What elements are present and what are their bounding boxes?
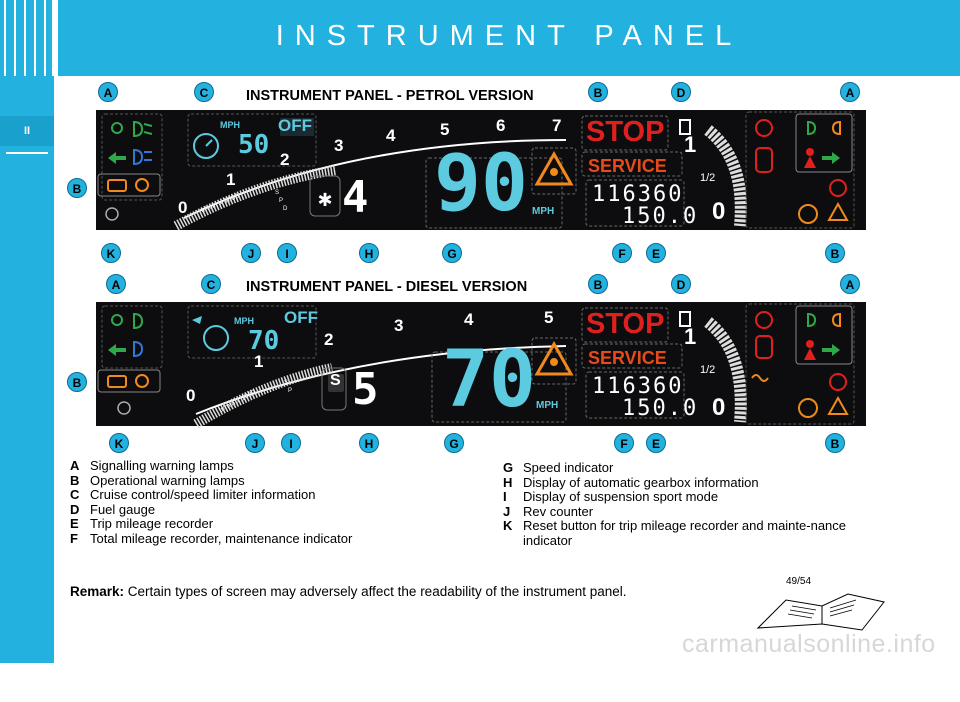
- header-stripes: [0, 0, 58, 76]
- legend-item: D Fuel gauge: [70, 501, 156, 517]
- petrol-instrument-panel: [96, 110, 866, 230]
- page-number: 48: [20, 688, 34, 702]
- rev-tick-1: 1: [226, 170, 236, 189]
- rev-tick-5: 5: [544, 308, 554, 327]
- legend-right: [503, 461, 889, 548]
- abs-icon: [799, 205, 817, 223]
- dipped-beam-icon: [134, 122, 152, 136]
- seatbelt-icon: [804, 148, 816, 168]
- legend-item: G Speed indicator: [503, 460, 614, 475]
- speed-unit: MPH: [536, 400, 559, 411]
- callout-d: D: [671, 274, 691, 294]
- turn-right-icon: [822, 344, 840, 356]
- brake-warning-icon: [756, 312, 772, 328]
- callout-b: B: [67, 372, 87, 392]
- turn-right-icon: [822, 152, 840, 164]
- cruise-speed: 50: [238, 130, 270, 160]
- callout-c: C: [194, 82, 214, 102]
- callout-g: G: [442, 243, 462, 263]
- callout-a: A: [98, 82, 118, 102]
- rev-unit-label: tr/min x 1000: [200, 192, 241, 215]
- turn-left-icon: [108, 344, 126, 356]
- parking-brake-icon: [829, 398, 847, 414]
- callout-i: I: [281, 433, 301, 453]
- reset-button: [106, 208, 118, 220]
- callout-e: E: [646, 433, 666, 453]
- fuel-full-label: 1: [684, 324, 697, 349]
- rear-fog-icon: [833, 314, 840, 326]
- legend-item: C Cruise control/speed limiter information: [70, 487, 316, 502]
- rev-tick-5: 5: [440, 120, 450, 139]
- remark-note: [70, 584, 627, 599]
- speed-unit: MPH: [532, 206, 555, 217]
- header-band: [58, 0, 960, 76]
- watermark: carmanualsonline.info: [682, 630, 936, 658]
- trip-display: 150.0: [622, 396, 699, 421]
- rev-tick-0: 0: [186, 386, 196, 405]
- sport-mode-display: S: [330, 372, 341, 389]
- rear-fog-icon: [833, 122, 840, 134]
- cruise-state: OFF: [278, 116, 312, 135]
- rev-tick-1: 1: [254, 352, 264, 371]
- chapter-sidebar: [0, 76, 54, 702]
- legend-item: I Display of suspension sport mode: [503, 489, 719, 504]
- rev-tick-6: 6: [496, 116, 506, 135]
- abs-icon: [799, 399, 817, 417]
- callout-k: K: [101, 243, 121, 263]
- rev-tick-0: 0: [178, 198, 188, 217]
- cruise-unit: MPH: [234, 316, 254, 326]
- legend-item: B Operational warning lamps: [70, 472, 245, 488]
- page-reference: 49/54: [786, 576, 812, 587]
- service-indicator: SERVICE: [588, 348, 667, 368]
- sidelamp-icon: [112, 315, 122, 325]
- speed-display: 70: [442, 335, 536, 425]
- main-beam-icon: [134, 342, 142, 356]
- engine-warning-icon: [108, 180, 126, 191]
- callout-b: B: [588, 274, 608, 294]
- sidelamp-icon: [112, 123, 122, 133]
- cruise-speed: 70: [248, 326, 280, 356]
- legend-item: A Signalling warning lamps: [70, 458, 234, 473]
- diesel-section-title: INSTRUMENT PANEL - DIESEL VERSION: [246, 279, 528, 295]
- turn-left-icon: [108, 152, 126, 164]
- rev-tick-3: 3: [334, 136, 344, 155]
- petrol-section-title: INSTRUMENT PANEL - PETROL VERSION: [246, 88, 534, 104]
- legend-left: [70, 459, 490, 546]
- legend-item: F Total mileage recorder, maintenance indicator: [70, 530, 353, 546]
- fuel-empty-label: 0: [712, 394, 726, 421]
- brake-warning-icon: [756, 120, 772, 136]
- callout-i: I: [277, 243, 297, 263]
- chapter-tab: II: [0, 116, 54, 146]
- preheating-icon: [752, 375, 768, 381]
- callout-j: J: [241, 243, 261, 263]
- rev-tick-3: 3: [394, 316, 404, 335]
- diesel-instrument-panel: [96, 302, 866, 426]
- legend-item: H Display of automatic gearbox information: [503, 474, 759, 490]
- seatbelt-icon: [804, 340, 816, 360]
- callout-h: H: [359, 243, 379, 263]
- cruise-unit: MPH: [220, 120, 240, 130]
- engine-warning-icon: [108, 376, 126, 387]
- svg-text:✱: ✱: [317, 190, 333, 210]
- stop-warning: STOP: [586, 116, 665, 148]
- reset-button: [118, 402, 130, 414]
- legend-item: J Rev counter: [503, 503, 594, 519]
- remark-text: Certain types of screen may adversely affect the readability of the instrument panel.: [127, 584, 627, 599]
- odometer-display: 116360: [592, 182, 684, 207]
- rev-tick-7: 7: [552, 116, 562, 135]
- remark-label: Remark:: [70, 584, 125, 599]
- anti-pollution-icon: [136, 375, 148, 387]
- door-open-icon: [756, 336, 772, 358]
- tyre-pressure-icon: [830, 180, 846, 196]
- callout-f: F: [614, 433, 634, 453]
- callout-j: J: [245, 433, 265, 453]
- fuel-half-label: 1/2: [700, 364, 716, 376]
- rev-tick-4: 4: [386, 126, 396, 145]
- callout-a: A: [106, 274, 126, 294]
- cruise-state: OFF: [284, 308, 318, 327]
- odometer-display: 116360: [592, 374, 684, 399]
- svg-text:P: P: [279, 198, 284, 204]
- tyre-pressure-icon: [830, 374, 846, 390]
- callout-h: H: [359, 433, 379, 453]
- dipped-beam-icon: [134, 314, 142, 328]
- callout-k: K: [109, 433, 129, 453]
- rev-tick-2: 2: [280, 150, 290, 169]
- service-indicator: SERVICE: [588, 156, 667, 176]
- chapter-divider: [6, 152, 48, 154]
- callout-a: A: [840, 82, 860, 102]
- svg-text:S: S: [275, 190, 280, 196]
- main-beam-icon: [134, 150, 152, 164]
- callout-f: F: [612, 243, 632, 263]
- callout-b: B: [588, 82, 608, 102]
- fuel-half-label: 1/2: [700, 172, 716, 184]
- legend-item: K Reset button for trip mileage recorder and mainte-nance indicator: [503, 518, 847, 548]
- callout-g: G: [444, 433, 464, 453]
- front-fog-icon: [808, 122, 815, 134]
- callout-d: D: [671, 82, 691, 102]
- callout-b: B: [825, 433, 845, 453]
- page-title: INSTRUMENT PANEL: [275, 20, 743, 52]
- trip-display: 150.0: [622, 204, 699, 229]
- open-book-icon: [752, 588, 892, 634]
- speed-display: 90: [434, 139, 528, 229]
- callout-b: B: [825, 243, 845, 263]
- fuel-full-label: 1: [684, 132, 697, 157]
- rev-tick-2: 2: [324, 330, 334, 349]
- gear-display: 5: [352, 364, 379, 415]
- rev-counter-scale: [176, 170, 336, 226]
- legend-item: E Trip mileage recorder: [70, 516, 214, 531]
- rev-tick-4: 4: [464, 310, 474, 329]
- svg-text:P: P: [288, 388, 293, 394]
- callout-a: A: [840, 274, 860, 294]
- rev-unit-label: tr/min x 1000: [218, 389, 258, 415]
- stop-warning: STOP: [586, 308, 665, 340]
- callout-c: C: [201, 274, 221, 294]
- gear-display: 4: [342, 172, 369, 223]
- door-open-icon: [756, 148, 772, 172]
- svg-text:S: S: [284, 380, 289, 386]
- fuel-empty-label: 0: [712, 198, 726, 225]
- svg-text:D: D: [283, 206, 288, 212]
- callout-e: E: [646, 243, 666, 263]
- front-fog-icon: [808, 314, 815, 326]
- parking-brake-icon: [829, 204, 847, 220]
- callout-b: B: [67, 178, 87, 198]
- anti-pollution-icon: [136, 179, 148, 191]
